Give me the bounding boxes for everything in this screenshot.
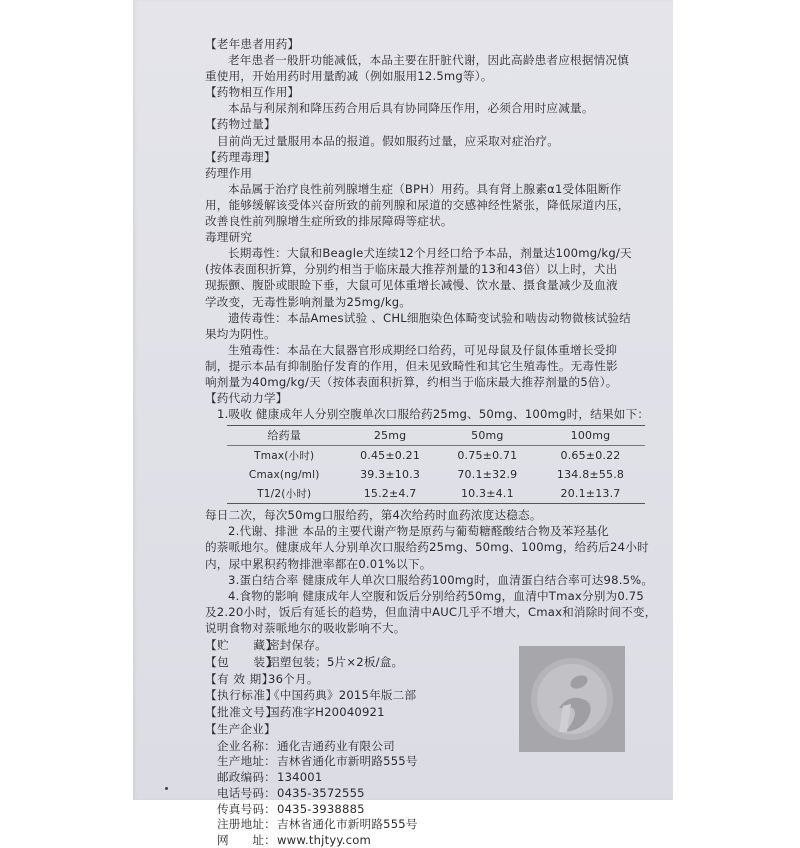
column-header: 25mg [373, 428, 407, 442]
company-key: 企业名称： [217, 738, 276, 753]
text-line: 改善良性前列腺增生症所致的排尿障碍等症状。 [205, 214, 453, 229]
section-heading: 【生产企业】 [205, 721, 276, 736]
text-line: 用，能够缓解该受体兴奋所致的前列腺和尿道的交感神经性紧张，降低尿道内压， [205, 197, 630, 212]
company-key: 生产地址： [217, 754, 276, 769]
subsection-title: 毒理研究 [205, 230, 253, 245]
company-row-website [205, 832, 645, 848]
section-heading: 【药理毒理】 [205, 149, 276, 164]
info-key: 【有 效 期】 [205, 671, 274, 686]
text-line: 制，提示本品有抑制胎仔发育的作用，但未见致畸性和其它生殖毒性。无毒性影 [205, 358, 618, 373]
text-line: 及2.20小时，饭后有延长的趋势，但血清中AUC几乎不增大，Cmax和消除时间不变， [205, 604, 657, 619]
section-heading: 【老年患者用药】 [205, 37, 300, 51]
text-line: 老年患者一般肝功能减低，本品主要在肝脏代谢，因此高龄患者应根据情况慎 [228, 53, 629, 68]
table-cell: 0.45±0.21 [360, 448, 421, 462]
company-row-fax [205, 801, 645, 817]
section-overdose [205, 116, 645, 148]
company-key: 电话号码： [217, 785, 276, 800]
company-value: 134001 [277, 770, 323, 785]
info-key: 【批准文号】 [205, 705, 278, 720]
company-value: 通化吉通药业有限公司 [277, 738, 395, 753]
table-cell: 70.1±32.9 [457, 467, 518, 481]
table-cell: 0.75±0.71 [457, 448, 518, 462]
table-header-row [227, 426, 645, 446]
section-elderly [205, 36, 645, 84]
logo-glyph-icon [519, 646, 625, 752]
info-key: 【贮 藏】 [205, 638, 278, 652]
company-row-registered-address [205, 816, 645, 832]
column-header: 给药量 [267, 428, 302, 442]
text-line: 1.吸收 健康成年人分别空腹单次口服给药25mg、50mg、100mg时，结果如下： [217, 407, 650, 422]
table-row [227, 484, 645, 504]
text-line: 每日二次，每次50mg口服给药，第4次给药时血药浓度达稳态。 [205, 508, 542, 523]
company-logo-icon [519, 646, 625, 752]
section-heading: 【药物过量】 [205, 117, 276, 132]
row-label: Cmax(ng/ml) [248, 468, 320, 481]
table-cell: 134.8±55.8 [556, 467, 625, 481]
info-key: 【执行标准】 [205, 688, 278, 703]
company-key: 邮政编码： [217, 770, 276, 785]
text-line: 重使用，开始用药时用量酌减（例如服用12.5mg等）。 [205, 69, 493, 84]
company-value: 0435-3572555 [277, 785, 365, 800]
text-line: 目前尚无过量服用本品的报道。假如服药过量，应采取对症治疗。 [217, 133, 560, 148]
column-header: 50mg [471, 428, 504, 442]
text-line: (按体表面积折算，分别约相当于临床最大推荐剂量的13和43倍）以上时，犬出 [205, 262, 618, 277]
company-row-postcode [205, 769, 645, 785]
text-line: 生殖毒性：本品在大鼠器官形成期经口给药，可见母鼠及仔鼠体重增长受抑 [228, 342, 618, 357]
text-line: 响剂量为40mg/kg/天（按体表面积折算，约相当于临床最大推荐剂量的5倍）。 [205, 374, 618, 389]
info-value: 密封保存。 [268, 638, 327, 652]
column-header: 100mg [570, 428, 611, 442]
table-cell: 0.65±0.22 [560, 448, 621, 462]
section-pharmacokinetics [205, 390, 657, 636]
text-line: 说明食物对萘哌地尔的吸收影响不大。 [205, 620, 406, 635]
text-line: 现振颤、腹卧或眼睑下垂，大鼠可见体重增长减慢、饮水量、摄食量减少及血液 [205, 278, 618, 293]
table-row [227, 446, 645, 466]
info-value: 铝塑包装；5片×2板/盒。 [268, 654, 404, 669]
text-line: 本品属于治疗良性前列腺增生症（BPH）用药。具有肾上腺素α1受体阻断作 [228, 181, 622, 196]
text-line: 的萘哌地尔。健康成年人分别单次口服给药25mg、50mg、100mg，给药后24小时 [205, 540, 649, 555]
info-key: 【包 装】 [205, 654, 278, 669]
company-value: www.thjtyy.com [277, 832, 372, 847]
company-key: 注册地址： [217, 817, 276, 832]
company-key: 传真号码： [217, 801, 276, 816]
row-label: Tmax(小时) [254, 449, 315, 462]
text-line: 遗传毒性：本品Ames试验 、CHL细胞染色体畸变试验和啮齿动物微核试验结 [228, 310, 631, 325]
table-cell: 10.3±4.1 [460, 486, 514, 500]
text-line: 内，尿中累积药物排泄率都在0.01%以下。 [205, 556, 432, 571]
info-value: 《中国药典》2015年版二部 [268, 688, 417, 703]
table-cell: 20.1±13.7 [560, 486, 621, 500]
company-value: 0435-3938885 [277, 801, 365, 816]
paper-speck [165, 787, 168, 790]
table-row [227, 465, 645, 484]
pk-table [227, 425, 645, 504]
info-value: 国药准字H20040921 [268, 705, 385, 720]
text-line: 3.蛋白结合率 健康成年人单次口服给药100mg时，血清蛋白结合率可达98.5%。 [228, 572, 654, 587]
text-line: 4.食物的影响 健康成年人空腹和饭后分别给药50mg，血清中Tmax分别为0.75 [228, 588, 644, 603]
text-line: 果均为阴性。 [205, 326, 276, 341]
company-key: 网 址： [217, 832, 276, 847]
table-cell: 15.2±4.7 [363, 486, 417, 500]
row-label: T1/2(小时) [257, 487, 312, 500]
text-line: 长期毒性：大鼠和Beagle犬连续12个月经口给予本品，剂量达100mg/kg/天 [228, 246, 632, 261]
section-interaction [205, 84, 645, 116]
table-cell: 39.3±10.3 [360, 467, 421, 481]
company-row-address [205, 753, 645, 769]
section-pharmacology [205, 149, 645, 390]
info-value: 36个月。 [268, 671, 319, 686]
subsection-title: 药理作用 [205, 165, 253, 180]
text-line: 学改变，无毒性影响剂量为25mg/kg。 [205, 294, 412, 309]
text-line: 2.代谢、排泄 本品的主要代谢产物是原药与葡萄糖醛酸结合物及苯羟基化 [228, 524, 609, 539]
section-heading: 【药代动力学】 [205, 391, 288, 406]
text-line: 本品与利尿剂和降压药合用后具有协同降压作用，必须合用时应减量。 [228, 101, 594, 116]
company-row-phone [205, 785, 645, 801]
company-value: 吉林省通化市新明路555号 [277, 817, 418, 832]
company-value: 吉林省通化市新明路555号 [277, 754, 418, 769]
section-heading: 【药物相互作用】 [205, 85, 300, 100]
